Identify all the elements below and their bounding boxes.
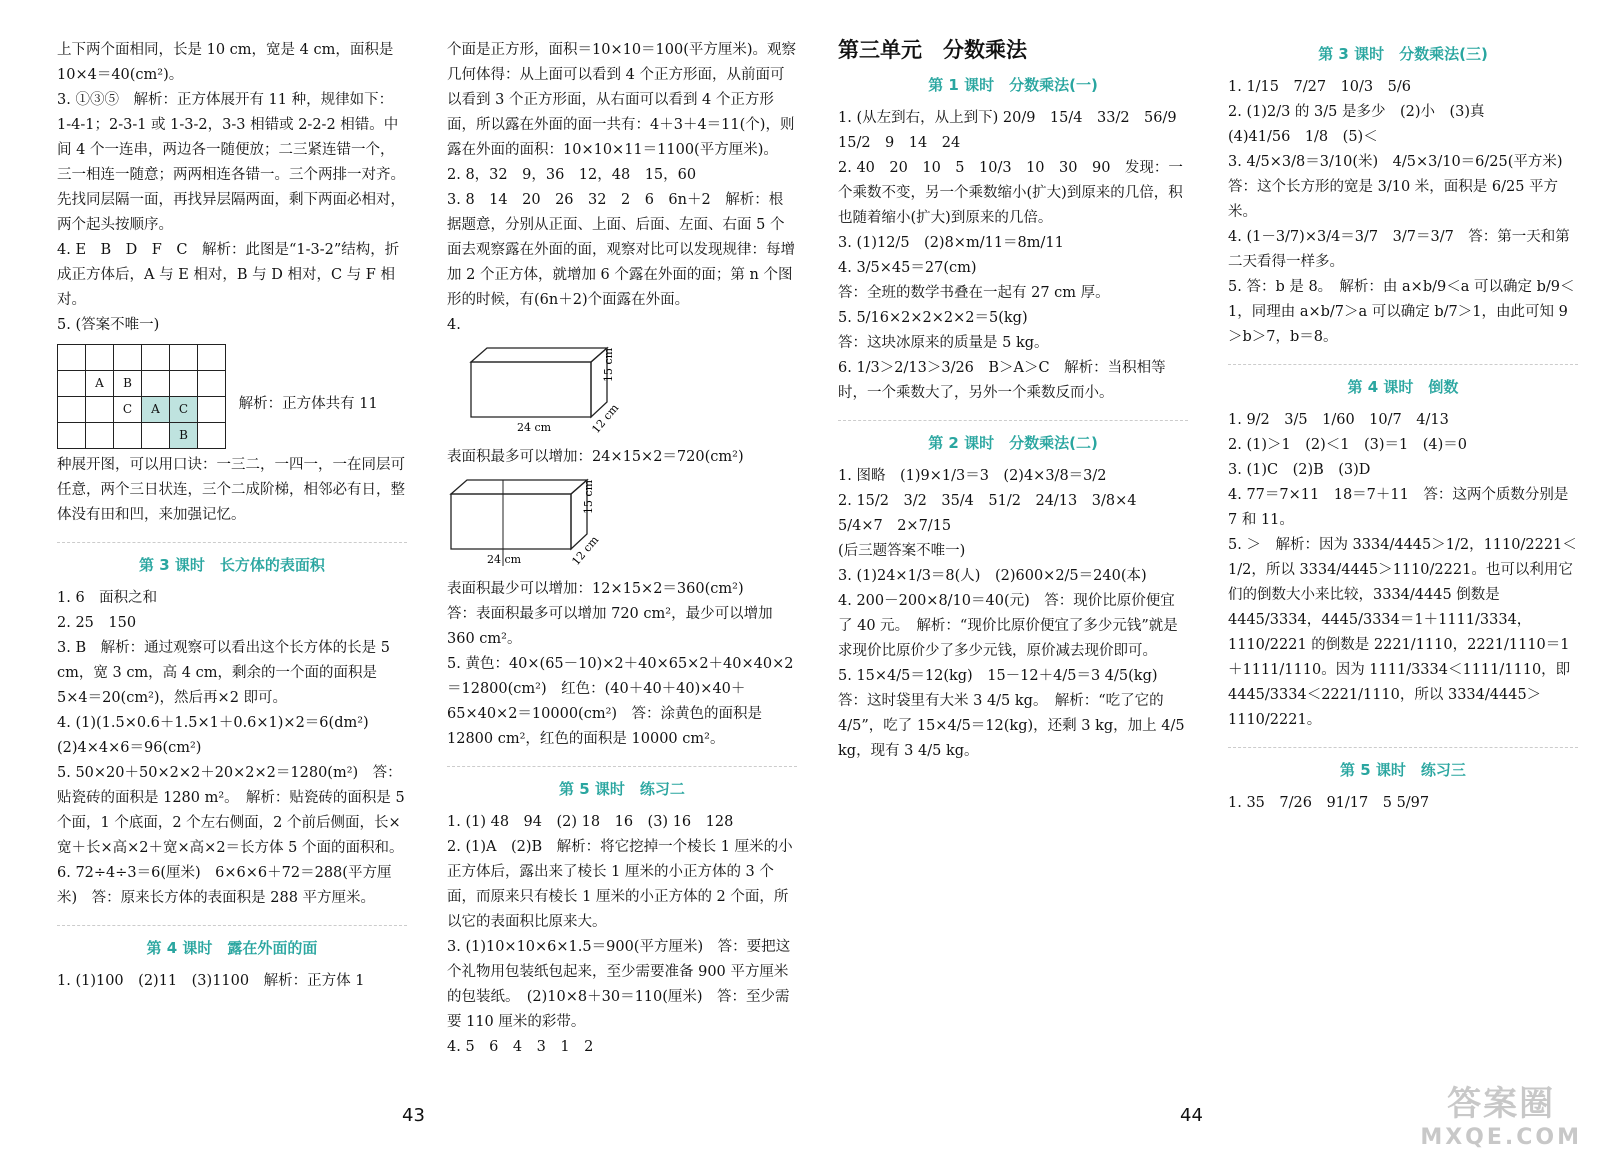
page-number-left: 43	[402, 1105, 425, 1126]
lesson-heading: 第 3 课时 分数乘法(三)	[1318, 45, 1488, 63]
answer-line: 4. E B D F C 解析：此图是“1-3-2”结构，折成正方体后，A 与 E 相对，B 与 D 相对，C 与 F 相对。	[57, 242, 400, 308]
answer-line: 1. (1) 48 94 (2) 18 16 (3) 16 128	[447, 814, 734, 830]
answer-line: 表面积最少可以增加：12×15×2＝360(cm²)	[447, 581, 744, 597]
answer-line: 3. (1)10×10×6×1.5＝900(平方厘米) 答：要把这个礼物用包装纸包起来，至少需要准备 900 平方厘米的包装纸。 (2)10×8＋30＝110(厘米) 答：至少需要 110 厘米的彩带。	[447, 939, 791, 1030]
cuboid-figure-1	[447, 342, 647, 434]
page-number-right: 44	[1180, 1105, 1203, 1126]
answer-line: 上下两个面相同，长是 10 cm，宽是 4 cm，面积是 10×4＝40(cm²)。	[57, 42, 394, 83]
answer-line: 3. ①③⑤ 解析：正方体展开有 11 种，规律如下：1-4-1；2-3-1 或 1-3-2，3-3 相错或 2-2-2 相错。中间 4 个一连串，两边各一随便放；二三紧连错一个，三一相连一随意；两两相连各错一。三个两排一对齐。先找同层隔一面，再找异层隔两面，剩下两面必相对，两个起头按顺序。	[57, 92, 405, 233]
answer-line: 4.	[447, 317, 461, 333]
answer-line: 3. 8 14 20 26 32 2 6 6n＋2 解析：根据题意，分别从正面、上面、后面、左面、右面 5 个面去观察露在外面的面，观察对比可以发现规律：每增加 2 个正方体，就增加 6 个露在外面的面；第 n 个图形的时候，有(6n＋2)个面露在外面。	[447, 192, 795, 308]
answer-line: 1. 6 面积之和	[57, 590, 158, 606]
answer-line: 4. 77＝7×11 18＝7＋11 答：这两个质数分别是 7 和 11。	[1228, 487, 1569, 528]
answer-line: 5. 黄色：40×(65－10)×2＋40×65×2＋40×40×2＝12800(cm²) 红色：(40＋40＋40)×40＋65×40×2＝10000(cm²) 答：涂黄色的面积是 12800 cm²，红色的面积是 10000 cm²。	[447, 656, 794, 747]
answer-line: 2. 40 20 10 5 10/3 10 30 90 发现：一个乘数不变，另一个乘数缩小(扩大)到原来的几倍，积也随着缩小(扩大)到原来的几倍。	[838, 160, 1183, 226]
answer-line: 答：这个长方形的宽是 3/10 米，面积是 6/25 平方米。	[1228, 179, 1559, 220]
lesson-heading: 第 5 课时 练习二	[559, 780, 685, 798]
lesson-heading: 第 3 课时 长方体的表面积	[139, 556, 325, 574]
right-page-column-1	[838, 38, 1192, 764]
length-label: 24 cm	[517, 421, 552, 434]
lesson-heading: 第 5 课时 练习三	[1340, 761, 1466, 779]
height-label: 15 cm	[582, 479, 595, 514]
answer-line: (4)41/56 1/8 (5)＜	[1228, 129, 1378, 145]
answer-line: (后三题答案不唯一)	[838, 543, 966, 559]
answer-line: 个面是正方形，面积＝10×10＝100(平方厘米)。观察几何体得：从上面可以看到 4 个正方形面，从前面可以看到 3 个正方形面，从右面可以看到 4 个正方形面，所以露在外面的面一共有：4＋3＋4＝11(个)，则露在外面的面积：10×10×11＝1100(平方厘米)。	[447, 42, 797, 158]
answer-line: 5. ＞ 解析：因为 3334/4445＞1/2，1110/2221＜1/2，所以 3334/4445＞1110/2221。也可以利用它们的倒数大小来比较，3334/4445 倒数是 4445/3334，4445/3334＝1＋1111/3334，1110/2221 的倒数是 2221/1110，2221/1110＝1＋1111/1110。因为 1111/3334＜1111/1110，即 4445/3334＜2221/1110，所以 3334/4445＞1110/2221。	[1228, 537, 1577, 728]
answer-line: 3. 4/5×3/8＝3/10(米) 4/5×3/10＝6/25(平方米)	[1228, 154, 1563, 170]
answer-line: 答：这块冰原来的质量是 5 kg。	[838, 335, 1049, 351]
divider	[1228, 364, 1578, 365]
answer-line: 4. 200－200×8/10＝40(元) 答：现价比原价便宜了 40 元。 解析：“现价比原价便宜了多少元钱”就是求现价比原价少了多少元钱，原价减去现价即可。	[838, 593, 1178, 659]
watermark-text: 答案圈	[1447, 1084, 1556, 1124]
answer-line: 2. (1)2/3 的 3/5 是多少 (2)小 (3)真	[1228, 104, 1485, 120]
answer-line: (2)4×4×6＝96(cm²)	[57, 740, 202, 756]
answer-line: 4. 5 6 4 3 1 2	[447, 1039, 594, 1055]
answer-line: 5. 50×20＋50×2×2＋20×2×2＝1280(m²) 答：贴瓷砖的面积是 1280 m²。 解析：贴瓷砖的面积是 5 个面，1 个底面，2 个左右侧面，2 个前后侧面，长×宽＋长×高×2＋宽×高×2＝长方体 5 个面的面积和。	[57, 765, 405, 856]
answer-line: 1. 9/2 3/5 1/60 10/7 4/13	[1228, 412, 1449, 428]
left-page-column-2	[447, 38, 797, 1060]
answer-line: 5. (答案不唯一)	[57, 317, 160, 333]
answer-line: 2. 8，32 9，36 12，48 15，60	[447, 167, 697, 183]
unit-title: 第三单元 分数乘法	[838, 38, 1027, 62]
net-figure-row	[57, 342, 407, 449]
answer-line: 5. 答：b 是 8。 解析：由 a×b/9＜a 可以确定 b/9＜1，同理由 a×b/7＞a 可以确定 b/7＞1，由此可知 9＞b＞7，b＝8。	[1228, 279, 1575, 345]
answer-line: 4. 3/5×45＝27(cm)	[838, 260, 977, 276]
lesson-heading: 第 2 课时 分数乘法(二)	[928, 434, 1098, 452]
answer-line: 4. (1)(1.5×0.6＋1.5×1＋0.6×1)×2＝6(dm²)	[57, 715, 369, 731]
cuboid-figure-2	[447, 474, 647, 566]
answer-line: 答：全班的数学书叠在一起有 27 cm 厚。	[838, 285, 1110, 301]
divider	[1228, 747, 1578, 748]
answer-line: 3. B 解析：通过观察可以看出这个长方体的长是 5 cm，宽 3 cm，高 4 cm，剩余的一个面的面积是 5×4＝20(cm²)，然后再×2 即可。	[57, 640, 390, 706]
watermark-url: MXQE.COM	[1420, 1125, 1582, 1150]
watermark-logo	[1420, 1076, 1582, 1150]
answer-line: 2. (1)A (2)B 解析：将它挖掉一个棱长 1 厘米的小正方体后，露出来了棱长 1 厘米的小正方体的 3 个面，而原来只有棱长 1 厘米的小正方体的 2 个面，所以它的表面积比原来大。	[447, 839, 793, 930]
answer-line: 5. 15×4/5＝12(kg) 15－12＋4/5＝3 4/5(kg) 答：这时袋里有大米 3 4/5 kg。 解析：“吃了它的 4/5”，吃了 15×4/5＝12(kg)，还剩 3 kg，加上 4/5 kg，现有 3 4/5 kg。	[838, 668, 1185, 759]
divider	[447, 766, 797, 767]
answer-line: 2. (1)＞1 (2)＜1 (3)＝1 (4)＝0	[1228, 437, 1468, 453]
width-label: 12 cm	[569, 533, 602, 566]
answer-line: 表面积最多可以增加：24×15×2＝720(cm²)	[447, 449, 744, 465]
answer-line: 5. 5/16×2×2×2×2＝5(kg)	[838, 310, 1028, 326]
answer-line: 1. 35 7/26 91/17 5 5/97	[1228, 795, 1430, 811]
answer-line: 2. 25 150	[57, 615, 137, 631]
answer-line: 1. (1)100 (2)11 (3)1100 解析：正方体 1	[57, 973, 365, 989]
width-label: 12 cm	[589, 401, 622, 434]
divider	[57, 925, 407, 926]
cube-net-grid: A B C A C B	[57, 344, 226, 449]
length-label: 24 cm	[487, 553, 522, 566]
answer-line: 答：表面积最多可以增加 720 cm²，最少可以增加 360 cm²。	[447, 606, 773, 647]
answer-line: 1. 1/15 7/27 10/3 5/6	[1228, 79, 1411, 95]
answer-line: 4. (1－3/7)×3/4＝3/7 3/7＝3/7 答：第一天和第二天看得一样多。	[1228, 229, 1570, 270]
lesson-heading: 第 4 课时 露在外面的面	[146, 939, 318, 957]
answer-line: 6. 72÷4÷3＝6(厘米) 6×6×6＋72＝288(平方厘米) 答：原来长方体的表面积是 288 平方厘米。	[57, 865, 392, 906]
answer-line: 种展开图，可以用口诀：一三二，一四一，一在同层可任意，两个三日状连，三个二成阶梯，相邻必有日，整体没有田和凹，来加强记忆。	[57, 457, 405, 523]
left-page-column-1	[57, 38, 407, 994]
answer-line: 6. 1/3＞2/13＞3/26 B＞A＞C 解析：当积相等时，一个乘数大了，另外一个乘数反而小。	[838, 360, 1166, 401]
answer-line: 1. (从左到右，从上到下) 20/9 15/4 33/2 56/9 15/2 9 14 24	[838, 110, 1192, 151]
answer-line: 2. 15/2 3/2 35/4 51/2 24/13 3/8×4 5/4×7 2×7/15	[838, 493, 1151, 534]
lesson-heading: 第 1 课时 分数乘法(一)	[928, 76, 1098, 94]
answer-line: 3. (1)C (2)B (3)D	[1228, 462, 1371, 478]
divider	[57, 542, 407, 543]
right-page-column-2	[1228, 38, 1578, 816]
answer-line: 3. (1)12/5 (2)8×m/11＝8m/11	[838, 235, 1064, 251]
answer-line: 3. (1)24×1/3＝8(人) (2)600×2/5＝240(本)	[838, 568, 1147, 584]
height-label: 15 cm	[602, 347, 615, 382]
grid-note: 解析：正方体共有 11	[238, 396, 378, 412]
divider	[838, 420, 1188, 421]
lesson-heading: 第 4 课时 倒数	[1347, 378, 1459, 396]
answer-line: 1. 图略 (1)9×1/3＝3 (2)4×3/8＝3/2	[838, 468, 1107, 484]
